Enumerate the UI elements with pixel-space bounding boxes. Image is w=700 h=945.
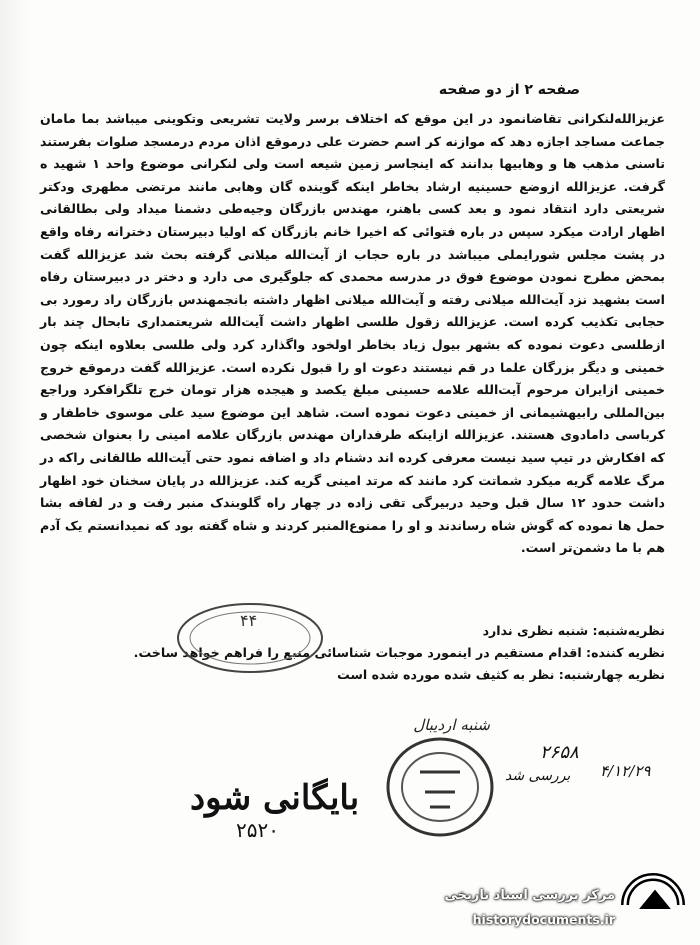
report-notes	[40, 620, 665, 686]
handwritten-number: ۲۶۵۸	[540, 742, 579, 763]
archive-stamp: بایگانی شود	[190, 778, 360, 818]
note-line-3: نظریه چهارشنبه: نظر به کثیف شده مورده شده است	[337, 667, 665, 682]
handwritten-line: شنبه اردیبال	[413, 716, 490, 734]
archive-logo-icon	[615, 870, 695, 940]
page-edge-shadow	[0, 0, 30, 945]
page-header: صفحه ۲ از دو صفحه	[438, 82, 580, 98]
round-stamp-1	[170, 596, 330, 676]
stamp-top-text: ۴۴	[240, 611, 258, 630]
report-body	[40, 108, 665, 560]
handwritten-date: ۴/۱۲/۲۹	[600, 762, 651, 780]
note-line-1: نظریه‌شنبه: شنبه نظری ندارد	[482, 623, 665, 638]
watermark-website: historydocuments.ir	[472, 912, 615, 927]
archive-number: ۲۵۲۰	[236, 818, 279, 842]
note-line-2: نظریه کننده: اقدام مستقیم در اینمورد موجبات شناسائی منبع را فراهم خواهد ساخت.	[133, 645, 665, 660]
report-paragraph: عزیزالله‌لنکرانی تقاضانمود در این موقع که اختلاف برسر ولایت تشریعی وتکوینی میباشد بما مامان جماعت مساجد اجازه دهد که موازنه کر اسم حضرت علی درموقع اذان مردم درمسجد صلوات بفرستند تاسنی مذهب ها و وهابیها بدانند که اینجاسر زمین شیعه است ولی لنکرانی موضوع واحد ۱ شهید ه گرفت. عزیزالله ازوضع حسینیه ارشاد بخاطر اینکه گوینده گان وهابی مانند مرتضی مطهری ودکتر شریعتی دارد انتقاد نمود و بعد کسی باهنر، مهندس بازرگان وجیه‌طی دشمنا میداد ولی بطالقانی اظهار ارادت میکرد سپس در باره فتوائی که اخیرا خانم بازرگان که اولیا دبیرستان دخترانه رفاه واقع در پشت مجلس شورایملی میباشد در باره حجاب از آیت‌الله میلانی گرفته بحث شد عزیزالله گفت بمحض مطرح نمودن موضوع فوق در مدرسه محمدی که جلوگیری می دارد و دختر در دبیرستان رفاه است بشهید نزد آیت‌الله میلانی رفته و آیت‌الله میلانی اظهار داشته بانجمهندس بازرگان راد رمورد بی حجابی تکذیب کرده است. عزیزالله زقول طلسی اظهار داشت آیت‌الله شریعتمداری تابحال چند بار ازطلسی دعوت نموده که بشهر بیول زیاد بخاطر اولخود واگذارد کرد ولی طلسی بعلاوه اینکه چون خمینی و دیگر بزرگان علما در قم نیستند دعوت او را قبول نکرده است. عزیزالله گفت درموقع خروج خمینی ازایران مرحوم آیت‌الله علامه حسینی مبلغ یکصد و هیجده هزار تومان خرج تلگرافکرد وراجع بین‌المللی رابیهشیمانی از خمینی دعوت نموده است. شاهد این موضوع سید علی موسوی خاطفار و کرباسی دامادوی هستند. عزیزالله ازاینکه طرفداران مهندس بازرگان علامه امینی را بعنوان شخصی که افکارش در تیپ سید نیست معرفی کرده اند دشنام داد و اضافه نمود حتی آیت‌الله طالقانی راکه در مرگ علامه گریه میکرد شماتت کرد مانند که مرتد امینی گریه کند. عزیزالله در پایان سخنان خود اظهار داشت حدود ۱۲ سال قبل وحید دربیرگی تقی زاده در چهار راه گلوبندک منبر رفت و در لفافه بشا حمل ها نموده که گوش شاه رساندند و او را ممنوع‌المنبر کردند و شاه گفته بود که نمیدانستم یک آدم هم با ما دشمن‌تر است.	[40, 111, 665, 556]
watermark-org-name: مرکز بررسی اسناد تاریخی	[444, 888, 615, 903]
handwritten-signature: بررسی شد	[505, 768, 571, 784]
round-stamp-2	[380, 732, 500, 842]
